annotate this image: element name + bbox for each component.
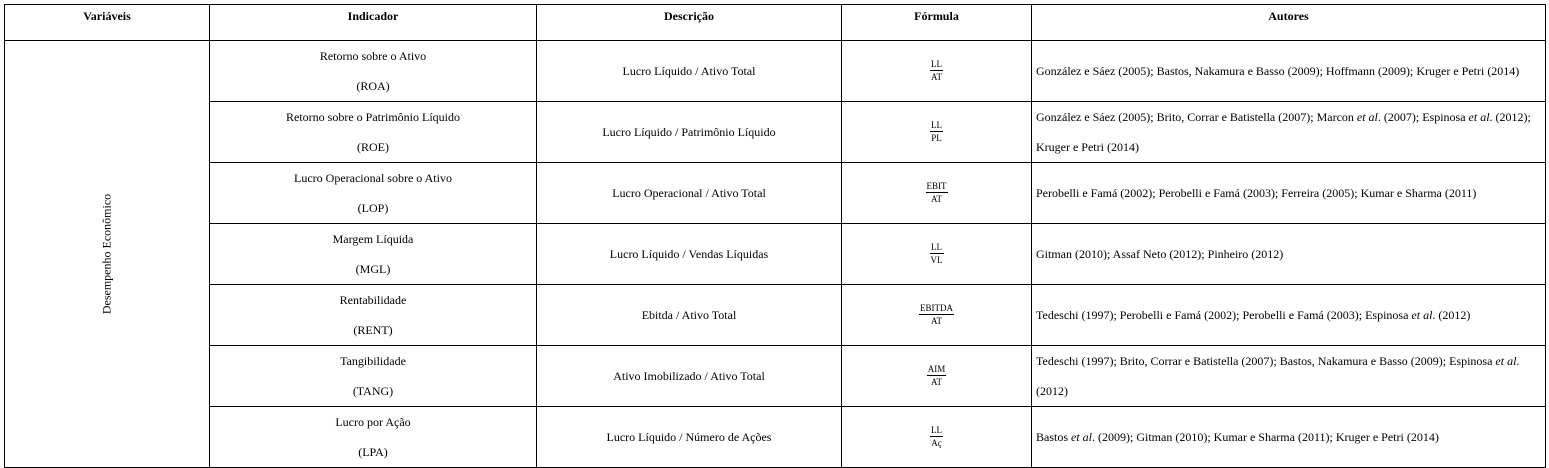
- table-row: [5, 346, 1546, 407]
- authors-text: Tedeschi (1997); Perobelli e Famá (2002); Perobelli e Famá (2003); Espinosa: [1036, 308, 1412, 322]
- indicator-cell: [210, 285, 537, 346]
- formula-denominator: PL: [931, 132, 942, 143]
- formula-numerator: LL: [931, 424, 942, 435]
- description-cell: Lucro Líquido / Número de Ações: [537, 407, 842, 468]
- authors-etal: et al: [1411, 308, 1433, 322]
- authors-cell: Gitman (2010); Assaf Neto (2012); Pinheiro (2012): [1032, 224, 1546, 285]
- formula-numerator: LL: [931, 241, 942, 252]
- table-row: [5, 163, 1546, 224]
- formula-cell: [842, 102, 1032, 163]
- authors-cell: [1032, 285, 1546, 346]
- indicator-name: Retorno sobre o Ativo: [319, 49, 427, 63]
- indicator-code: (LOP): [357, 201, 389, 215]
- indicator-cell: [210, 346, 537, 407]
- authors-text: . (2012); Kruger e Petri (2014): [1036, 110, 1531, 154]
- description-cell: Lucro Líquido / Vendas Líquidas: [537, 224, 842, 285]
- indicator-cell: [210, 407, 537, 468]
- header-row: [5, 5, 1546, 41]
- formula-numerator: EBIT: [926, 180, 947, 191]
- formula-fraction: [930, 242, 944, 265]
- formula-fraction: [930, 425, 943, 448]
- header-formula: Fórmula: [842, 5, 1032, 41]
- table-row: [5, 407, 1546, 468]
- header-variaveis: Variáveis: [5, 5, 210, 41]
- table-row: [5, 102, 1546, 163]
- indicator-name: Margem Líquida: [332, 232, 414, 246]
- indicator-code: (ROE): [357, 140, 389, 154]
- authors-text: . (2007); Espinosa: [1377, 110, 1469, 124]
- header-autores: Autores: [1032, 5, 1546, 41]
- authors-cell: [1032, 407, 1546, 468]
- authors-etal: et al: [1356, 110, 1378, 124]
- variable-label: Desempenho Econômico: [99, 193, 114, 315]
- indicator-name: Tangibilidade: [340, 354, 406, 368]
- indicator-name: Lucro Operacional sobre o Ativo: [294, 171, 452, 185]
- authors-cell: González e Sáez (2005); Bastos, Nakamura e Basso (2009); Hoffmann (2009); Kruger e Petri (2014): [1032, 41, 1546, 102]
- authors-text: . (2012): [1036, 354, 1520, 398]
- formula-cell: [842, 41, 1032, 102]
- formula-cell: [842, 224, 1032, 285]
- formula-fraction: [919, 303, 954, 326]
- variable-cell: [5, 41, 210, 468]
- description-cell: Ativo Imobilizado / Ativo Total: [537, 346, 842, 407]
- indicator-code: (LPA): [358, 445, 388, 459]
- authors-etal: et al: [1468, 110, 1490, 124]
- indicator-code: (ROA): [356, 79, 390, 93]
- indicator-cell: [210, 102, 537, 163]
- formula-fraction: [927, 364, 947, 387]
- table-row: [5, 224, 1546, 285]
- indicator-name: Retorno sobre o Patrimônio Líquido: [286, 110, 460, 124]
- indicator-cell: [210, 163, 537, 224]
- formula-fraction: [930, 59, 943, 82]
- authors-cell: Perobelli e Famá (2002); Perobelli e Famá (2003); Ferreira (2005); Kumar e Sharma (2011): [1032, 163, 1546, 224]
- authors-cell: [1032, 346, 1546, 407]
- formula-denominator: AT: [931, 376, 942, 387]
- authors-text: . (2009); Gitman (2010); Kumar e Sharma (2011); Kruger e Petri (2014): [1092, 430, 1439, 444]
- formula-numerator: EBITDA: [920, 302, 953, 313]
- formula-cell: [842, 407, 1032, 468]
- header-descricao: Descrição: [537, 5, 842, 41]
- formula-denominator: AT: [931, 193, 942, 204]
- indicator-cell: [210, 224, 537, 285]
- formula-denominator: Aç: [931, 437, 942, 448]
- table-row: [5, 285, 1546, 346]
- indicator-code: (MGL): [355, 262, 391, 276]
- authors-etal: et al: [1495, 354, 1517, 368]
- formula-fraction: [930, 120, 943, 143]
- formula-denominator: VL: [930, 254, 943, 265]
- formula-numerator: AIM: [927, 363, 946, 374]
- header-indicador: Indicador: [210, 5, 537, 41]
- authors-text: González e Sáez (2005); Brito, Corrar e Batistella (2007); Marcon: [1036, 110, 1357, 124]
- authors-text: Tedeschi (1997); Brito, Corrar e Batistella (2007); Bastos, Nakamura e Basso (2009); Espinosa: [1036, 354, 1496, 368]
- formula-denominator: AT: [931, 315, 942, 326]
- authors-text: Bastos: [1036, 430, 1072, 444]
- indicator-name: Lucro por Ação: [335, 415, 411, 429]
- formula-denominator: AT: [931, 71, 942, 82]
- indicator-name: Rentabilidade: [339, 293, 407, 307]
- description-cell: Ebitda / Ativo Total: [537, 285, 842, 346]
- indicators-table: [4, 4, 1546, 468]
- formula-numerator: LL: [931, 58, 942, 69]
- authors-etal: et al: [1071, 430, 1093, 444]
- formula-cell: [842, 163, 1032, 224]
- authors-cell: [1032, 102, 1546, 163]
- table-row: [5, 41, 1546, 102]
- authors-text: . (2012): [1432, 308, 1471, 322]
- description-cell: Lucro Líquido / Ativo Total: [537, 41, 842, 102]
- formula-cell: [842, 346, 1032, 407]
- indicator-cell: [210, 41, 537, 102]
- indicator-code: (TANG): [352, 384, 394, 398]
- description-cell: Lucro Líquido / Patrimônio Líquido: [537, 102, 842, 163]
- formula-numerator: LL: [931, 119, 942, 130]
- formula-fraction: [926, 181, 948, 204]
- description-cell: Lucro Operacional / Ativo Total: [537, 163, 842, 224]
- indicator-code: (RENT): [353, 323, 393, 337]
- formula-cell: [842, 285, 1032, 346]
